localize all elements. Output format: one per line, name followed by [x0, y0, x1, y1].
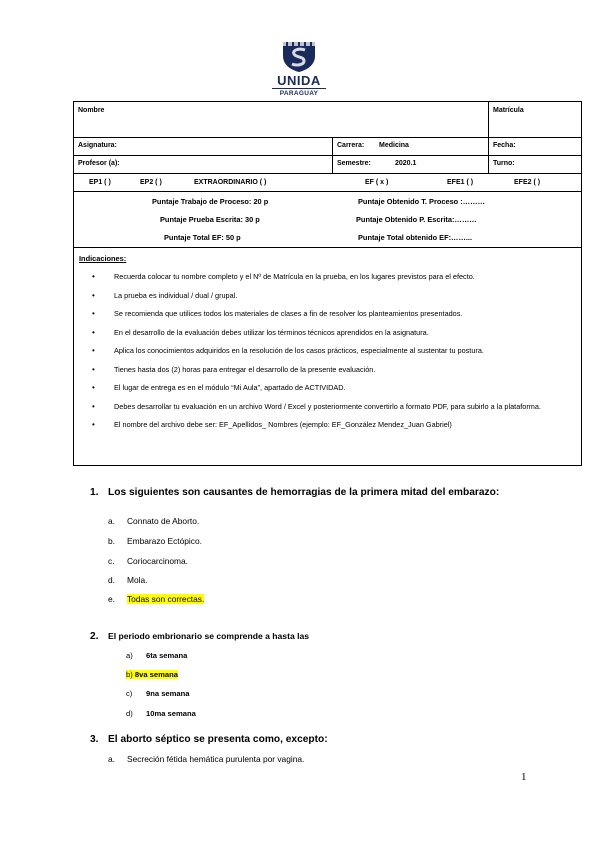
- question-1-option-b[interactable]: [108, 536, 202, 546]
- question-1-option-e[interactable]: [108, 594, 204, 604]
- list-item: • Debes desarrollar tu evaluación en un archivo Word / Excel y posteriormente convertirlo a formato PDF, para subirlo a la plataforma.: [74, 398, 579, 417]
- question-1-text: Los siguientes son causantes de hemorragias de la primera mitad del embarazo:: [108, 487, 500, 498]
- university-logo: [270, 40, 328, 100]
- semestre-value: 2020.1: [395, 160, 417, 167]
- row-profesor: [74, 156, 581, 174]
- obtenido-total[interactable]: Puntaje Total obtenido EF:……...: [358, 233, 473, 242]
- option-key: c.: [108, 556, 115, 566]
- option-key: b.: [108, 536, 115, 546]
- asignatura-field[interactable]: [74, 138, 332, 155]
- semestre-field[interactable]: [332, 156, 488, 173]
- option-key: a.: [108, 754, 115, 764]
- question-2-option-c[interactable]: [126, 689, 189, 698]
- profesor-field[interactable]: [74, 156, 332, 173]
- fecha-field[interactable]: [488, 138, 581, 155]
- option-text: 9na semana: [146, 689, 190, 698]
- option-text-highlighted: 8va semana: [134, 670, 178, 679]
- option-key: d): [126, 709, 133, 718]
- score-proceso: Puntaje Trabajo de Proceso: 20 p: [152, 197, 269, 206]
- question-1-number: 1.: [90, 487, 99, 498]
- turno-field[interactable]: [488, 156, 581, 173]
- nombre-field[interactable]: [74, 102, 488, 137]
- list-item: • En el desarrollo de la evaluación debes utilizar los términos técnicos aprendidos en la asignatura.: [74, 324, 579, 343]
- question-1: [90, 487, 499, 498]
- indicaciones-title: [79, 254, 126, 263]
- option-key: a): [126, 651, 133, 660]
- matricula-label: Matrícula: [493, 107, 524, 114]
- question-3: [90, 734, 328, 745]
- question-2: [90, 631, 309, 642]
- nombre-label: Nombre: [78, 107, 105, 114]
- option-text: Mola.: [127, 575, 148, 585]
- obtenido-prueba[interactable]: Puntaje Obtenido P. Escrita:………: [356, 215, 477, 224]
- list-item: • El lugar de entrega es en el módulo “Mi Aula”, apartado de ACTIVIDAD.: [74, 379, 579, 398]
- page-number: 1: [521, 771, 527, 783]
- exam-type-efe1[interactable]: EFE1 ( ): [447, 179, 474, 186]
- question-2-text: El periodo embrionario se comprende a hasta las: [108, 631, 310, 641]
- exam-type-ep1[interactable]: EP1 ( ): [89, 179, 111, 186]
- row-asignatura: [74, 138, 581, 156]
- asignatura-label: Asignatura:: [78, 142, 117, 149]
- score-prueba: Puntaje Prueba Escrita: 30 p: [160, 215, 260, 224]
- question-1-option-a[interactable]: [108, 516, 199, 526]
- question-2-option-a[interactable]: [126, 651, 187, 660]
- matricula-field[interactable]: [488, 102, 581, 137]
- question-3-text: El aborto séptico se presenta como, excepto:: [108, 734, 328, 745]
- list-item: • El nombre del archivo debe ser: EF_Apellidos_ Nombres (ejemplo: EF_González Mendez_Juan Gabriel): [74, 416, 579, 435]
- row-nombre: [74, 102, 581, 138]
- profesor-label: Profesor (a):: [78, 160, 120, 167]
- row-exam-types: [74, 174, 581, 192]
- exam-header-form: [73, 101, 582, 466]
- logo-country: PARAGUAY: [279, 90, 319, 97]
- question-2-option-d[interactable]: [126, 709, 196, 718]
- carrera-value: Medicina: [379, 142, 409, 149]
- carrera-label: Carrera:: [337, 142, 365, 149]
- shield-emblem-icon: [281, 40, 317, 73]
- carrera-field[interactable]: [332, 138, 488, 155]
- turno-label: Turno:: [493, 160, 515, 167]
- list-item: • Se recomienda que utilices todos los materiales de clases a fin de resolver los planteamientos presentados.: [74, 305, 579, 324]
- exam-type-efe2[interactable]: EFE2 ( ): [514, 179, 541, 186]
- option-text: 10ma semana: [146, 709, 196, 718]
- indicaciones-title-colon: :: [123, 254, 127, 263]
- option-text: 6ta semana: [146, 651, 188, 660]
- option-text: Coriocarcinoma.: [127, 556, 188, 566]
- indicaciones-title-text: Indicaciones: [79, 254, 124, 263]
- question-3-option-a[interactable]: [108, 754, 304, 764]
- exam-type-extraordinario[interactable]: EXTRAORDINARIO ( ): [194, 179, 267, 186]
- option-key: b): [126, 670, 133, 679]
- option-key: c): [126, 689, 133, 698]
- exam-type-ef[interactable]: EF ( x ): [365, 179, 389, 186]
- semestre-label: Semestre:: [337, 160, 371, 167]
- indicaciones-list: [74, 268, 579, 435]
- option-key: d.: [108, 575, 115, 585]
- scores-block: [74, 192, 581, 248]
- obtenido-proceso[interactable]: Puntaje Obtenido T. Proceso :………: [358, 197, 485, 206]
- question-2-number: 2.: [90, 631, 99, 642]
- option-key: a.: [108, 516, 115, 526]
- question-2-option-b[interactable]: [126, 670, 178, 679]
- fecha-label: Fecha:: [493, 142, 516, 149]
- score-total: Puntaje Total EF: 50 p: [164, 233, 241, 242]
- option-key: e.: [108, 594, 115, 604]
- question-3-number: 3.: [90, 734, 99, 745]
- list-item: • Aplica los conocimientos adquiridos en la resolución de los casos prácticos, especialmente al sustentar tu postura.: [74, 342, 579, 361]
- logo-divider: [272, 88, 326, 89]
- question-1-option-c[interactable]: [108, 556, 188, 566]
- option-text-highlighted: Todas son correctas.: [127, 594, 205, 604]
- logo-name: UNIDA: [277, 73, 321, 88]
- list-item: • Tienes hasta dos (2) horas para entregar el desarrollo de la presente evaluación.: [74, 361, 579, 380]
- exam-type-ep2[interactable]: EP2 ( ): [140, 179, 162, 186]
- option-text: Secreción fétida hemática purulenta por vagina.: [127, 754, 305, 764]
- list-item: • Recuerda colocar tu nombre completo y el Nº de Matrícula en la prueba, en los lugares previstos para el efecto.: [74, 268, 579, 287]
- option-text: Connato de Aborto.: [127, 516, 200, 526]
- option-text: Embarazo Ectópico.: [127, 536, 202, 546]
- list-item: • La prueba es individual / dual / grupal.: [74, 287, 579, 306]
- question-1-option-d[interactable]: [108, 575, 147, 585]
